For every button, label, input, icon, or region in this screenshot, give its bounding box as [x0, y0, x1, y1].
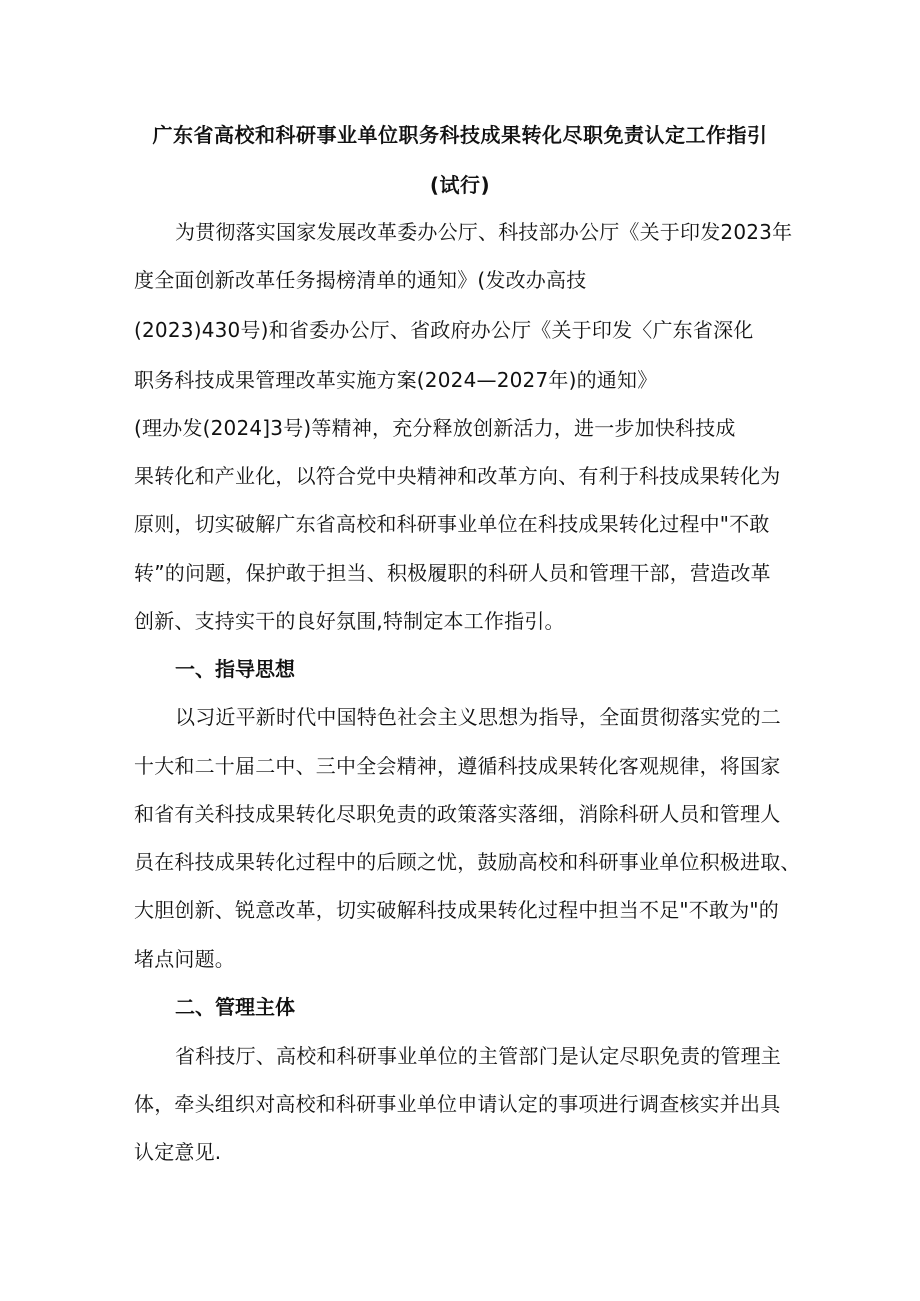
section-heading-management-body: 二、管理主体: [175, 995, 295, 1019]
intro-paragraph-line: 职务科技成果管理改革实施方案(2024—2027年)的通知》: [134, 368, 658, 392]
intro-paragraph-line: (2023)430号)和省委办公厅、省政府办公厅《关于印发〈广东省深化: [134, 318, 754, 342]
intro-paragraph-line: 度全面创新改革任务揭榜清单的通知》(发改办高技: [134, 268, 587, 292]
section2-paragraph-line: 体，牵头组织对高校和科研事业单位申请认定的事项进行调查核实并出具: [134, 1092, 781, 1116]
intro-paragraph-line: 果转化和产业化，以符合党中央精神和改革方向、有利于科技成果转化为: [134, 464, 781, 488]
section1-paragraph-line: 堵点问题。: [134, 947, 235, 971]
intro-paragraph-line: 原则，切实破解广东省高校和科研事业单位在科技成果转化过程中"不敢: [134, 512, 770, 536]
intro-paragraph-line: (理办发(2024]3号)等精神，充分释放创新活力，进一步加快科技成: [134, 416, 736, 440]
section1-paragraph-line: 员在科技成果转化过程中的后顾之忧，鼓励高校和科研事业单位积极进取、: [134, 850, 801, 874]
section-heading-guiding-ideology: 一、指导思想: [175, 657, 295, 681]
section2-paragraph-line: 省科技厅、高校和科研事业单位的主管部门是认定尽职免责的管理主: [175, 1044, 781, 1068]
intro-paragraph-line: 转”的问题，保护敢于担当、积极履职的科研人员和管理干部，营造改革: [134, 561, 771, 585]
section1-paragraph-line: 以习近平新时代中国特色社会主义思想为指导，全面贯彻落实党的二: [175, 705, 781, 729]
section1-paragraph-line: 和省有关科技成果转化尽职免责的政策落实落细，消除科研人员和管理人: [134, 802, 781, 826]
document-subtitle: (试行): [429, 173, 491, 197]
section1-paragraph-line: 十大和二十届二中、三中全会精神，遵循科技成果转化客观规律，将国家: [134, 754, 781, 778]
section1-paragraph-line: 大胆创新、锐意改革，切实破解科技成果转化过程中担当不足"不敢为"的: [134, 898, 779, 922]
document-title: 广东省高校和科研事业单位职务科技成果转化尽职免责认定工作指引: [152, 123, 768, 147]
intro-paragraph-line: 创新、支持实干的良好氛围,特制定本工作指引。: [134, 609, 565, 633]
intro-paragraph-line: 为贯彻落实国家发展改革委办公厅、科技部办公厅《关于印发2023年: [175, 220, 793, 244]
section2-paragraph-line: 认定意见.: [134, 1140, 222, 1164]
